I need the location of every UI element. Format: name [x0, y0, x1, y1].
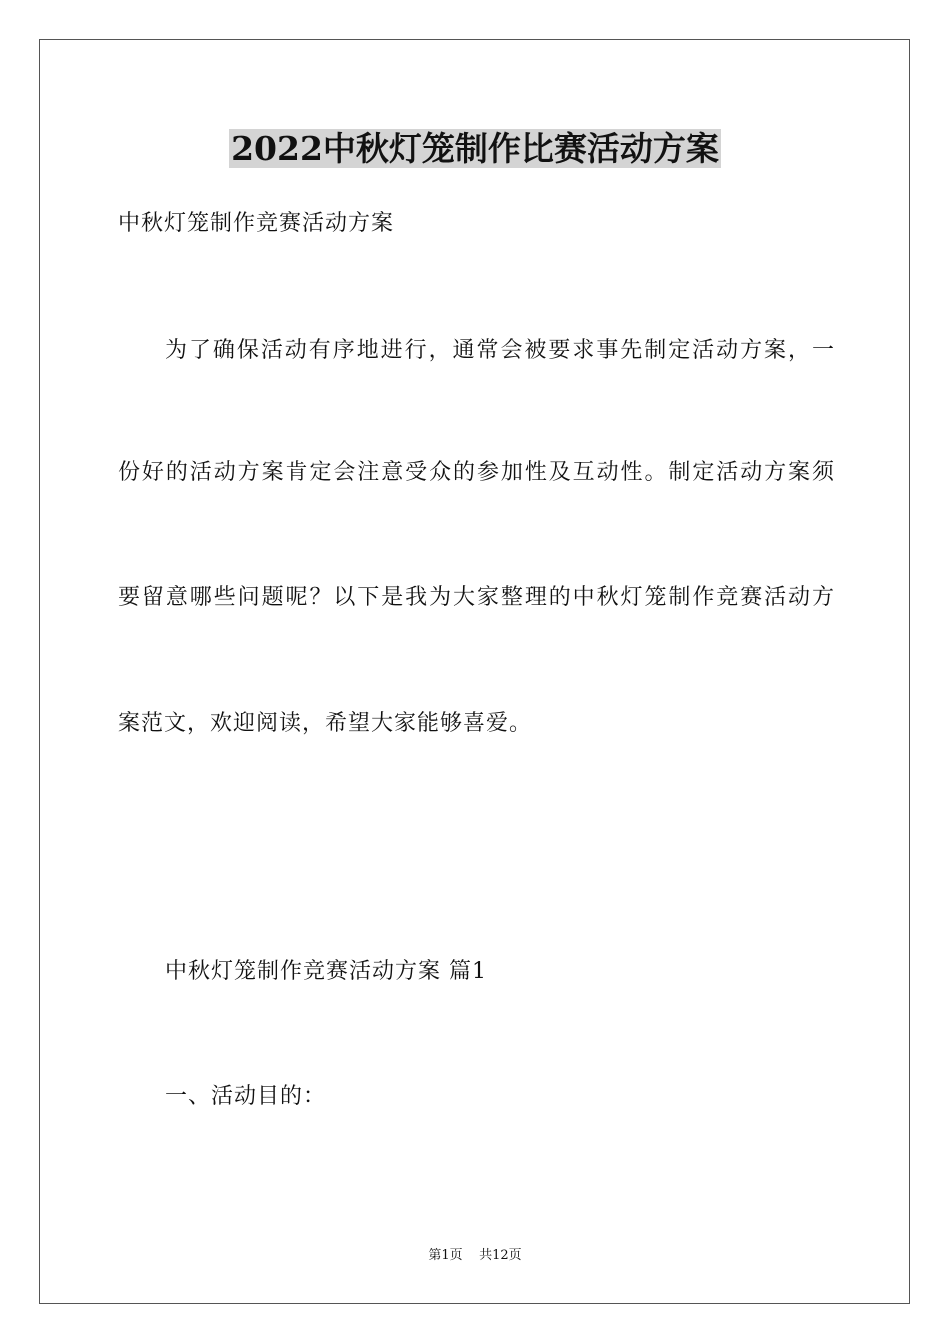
section-heading: 中秋灯笼制作竞赛活动方案 篇1	[165, 959, 487, 984]
document-title	[0, 126, 950, 172]
intro-line-1: 为了确保活动有序地进行，通常会被要求事先制定活动方案，一	[165, 338, 834, 363]
section-item: 一、活动目的：	[165, 1084, 327, 1109]
page-footer: 第1页 共12页	[428, 1248, 522, 1263]
document-subtitle: 中秋灯笼制作竞赛活动方案	[118, 211, 395, 236]
document-title-text: 2022中秋灯笼制作比赛活动方案	[231, 129, 719, 168]
intro-line-2: 份好的活动方案肯定会注意受众的参加性及互动性。制定活动方案须	[118, 460, 834, 485]
intro-line-4: 案范文，欢迎阅读，希望大家能够喜爱。	[118, 711, 533, 736]
intro-line-3: 要留意哪些问题呢？以下是我为大家整理的中秋灯笼制作竞赛活动方	[118, 585, 834, 610]
